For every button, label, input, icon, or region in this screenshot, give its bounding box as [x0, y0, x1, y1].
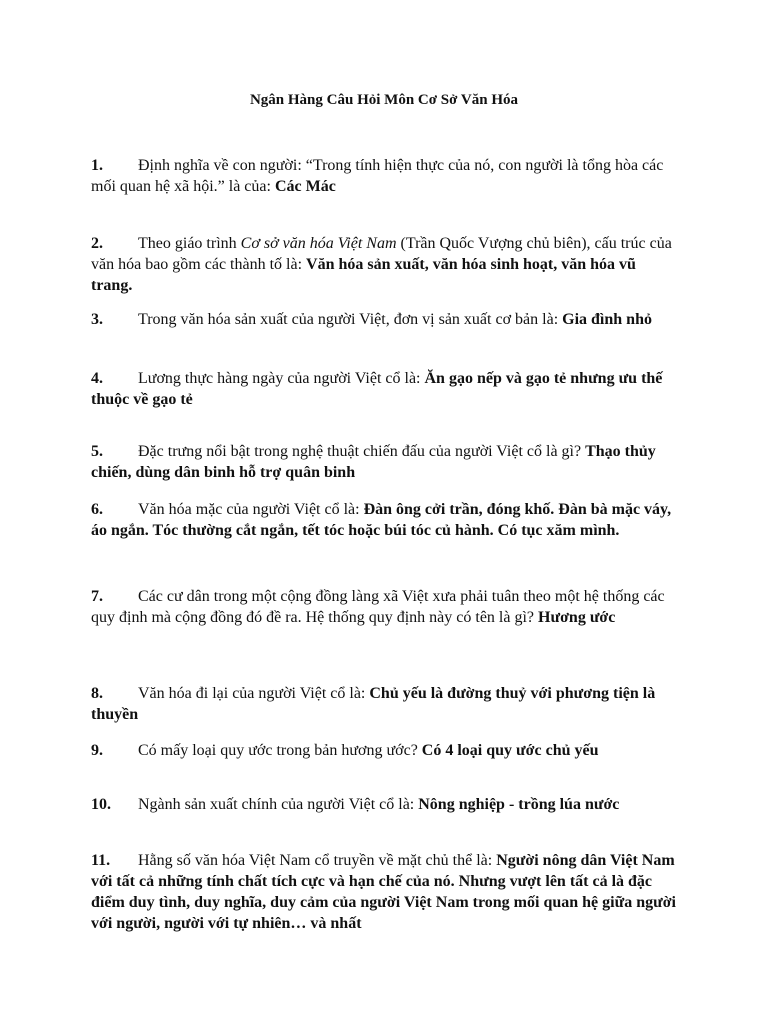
question-answer: Các Mác	[274, 178, 336, 195]
question-text: Văn hóa mặc của người Việt cổ là:	[138, 501, 364, 518]
question-7	[91, 586, 681, 628]
question-answer: Chủ yếu là đường thuỷ với phương tiện là thuyền	[91, 685, 656, 723]
question-number: 6.	[91, 501, 103, 518]
question-number: 9.	[91, 742, 103, 759]
question-text: Đặc trưng nổi bật trong nghệ thuật chiến đấu của người Việt cổ là gì?	[138, 443, 586, 460]
question-answer: Hương ước	[538, 609, 616, 626]
question-number: 5.	[91, 443, 103, 460]
question-text: Văn hóa đi lại của người Việt cổ là:	[138, 685, 370, 702]
question-number: 3.	[91, 311, 103, 328]
question-9	[91, 740, 681, 761]
question-8	[91, 683, 681, 725]
question-text: Lương thực hàng ngày của người Việt cổ là:	[138, 370, 425, 387]
question-answer: Có 4 loại quy ước chủ yếu	[421, 742, 599, 759]
question-5	[91, 441, 681, 483]
question-number: 10.	[91, 796, 111, 813]
question-answer: Ăn gạo nếp và gạo tẻ nhưng ưu thế thuộc về gạo tẻ	[91, 370, 663, 408]
document-title: Ngân Hàng Câu Hỏi Môn Cơ Sở Văn Hóa	[249, 92, 519, 108]
question-number: 1.	[91, 157, 103, 174]
textbook-title: Cơ sở văn hóa Việt Nam	[240, 235, 397, 252]
question-4	[91, 368, 681, 410]
question-10	[91, 794, 681, 815]
question-number: 4.	[91, 370, 103, 387]
question-answer: Văn hóa sản xuất, văn hóa sinh hoạt, văn hóa vũ trang.	[91, 256, 636, 294]
question-text: Định nghĩa về con người: “Trong tính hiện thực của nó, con người là tổng hòa các mối quan hệ xã hội.” là của:	[91, 157, 664, 195]
question-number: 11.	[91, 852, 111, 869]
question-text: Hằng số văn hóa Việt Nam cổ truyền về mặt chủ thể là:	[138, 852, 497, 869]
question-text: Các cư dân trong một cộng đồng làng xã Việt xưa phải tuân theo một hệ thống các quy định mà cộng đồng đó đề ra. Hệ thống quy định này có tên là gì?	[91, 588, 665, 626]
question-answer: Thạo thủy chiến, dùng dân binh hỗ trợ quân binh	[91, 443, 656, 481]
question-answer: Nông nghiệp - trồng lúa nước	[418, 796, 620, 813]
question-6	[91, 499, 681, 541]
question-number: 2.	[91, 235, 103, 252]
question-text: Theo giáo trình	[138, 235, 241, 252]
question-11	[91, 850, 681, 934]
question-number: 8.	[91, 685, 103, 702]
question-answer: Người nông dân Việt Nam với tất cả những tính chất tích cực và hạn chế của nó. Nhưng vượt lên tất cả là đặc điểm duy tình, duy nghĩa, duy cảm của người Việt Nam trong mối quan hệ giữa người với người, người với tự nhiên… và nhất	[91, 852, 676, 932]
question-answer: Đàn ông cởi trần, đóng khố. Đàn bà mặc váy, áo ngắn. Tóc thường cắt ngắn, tết tóc hoặc búi tóc củ hành. Có tục xăm mình.	[91, 501, 672, 539]
question-2	[91, 233, 681, 296]
question-text: Ngành sản xuất chính của người Việt cổ là:	[138, 796, 419, 813]
question-text: Có mấy loại quy ước trong bản hương ước?	[138, 742, 422, 759]
question-answer: Gia đình nhỏ	[562, 311, 652, 328]
question-text: Trong văn hóa sản xuất của người Việt, đơn vị sản xuất cơ bản là:	[138, 311, 563, 328]
question-3	[91, 309, 681, 330]
question-1	[91, 155, 681, 197]
question-number: 7.	[91, 588, 103, 605]
question-text-continued: (Trần Quốc Vượng chủ biên), cấu trúc của văn hóa bao gồm các thành tố là:	[91, 235, 672, 273]
